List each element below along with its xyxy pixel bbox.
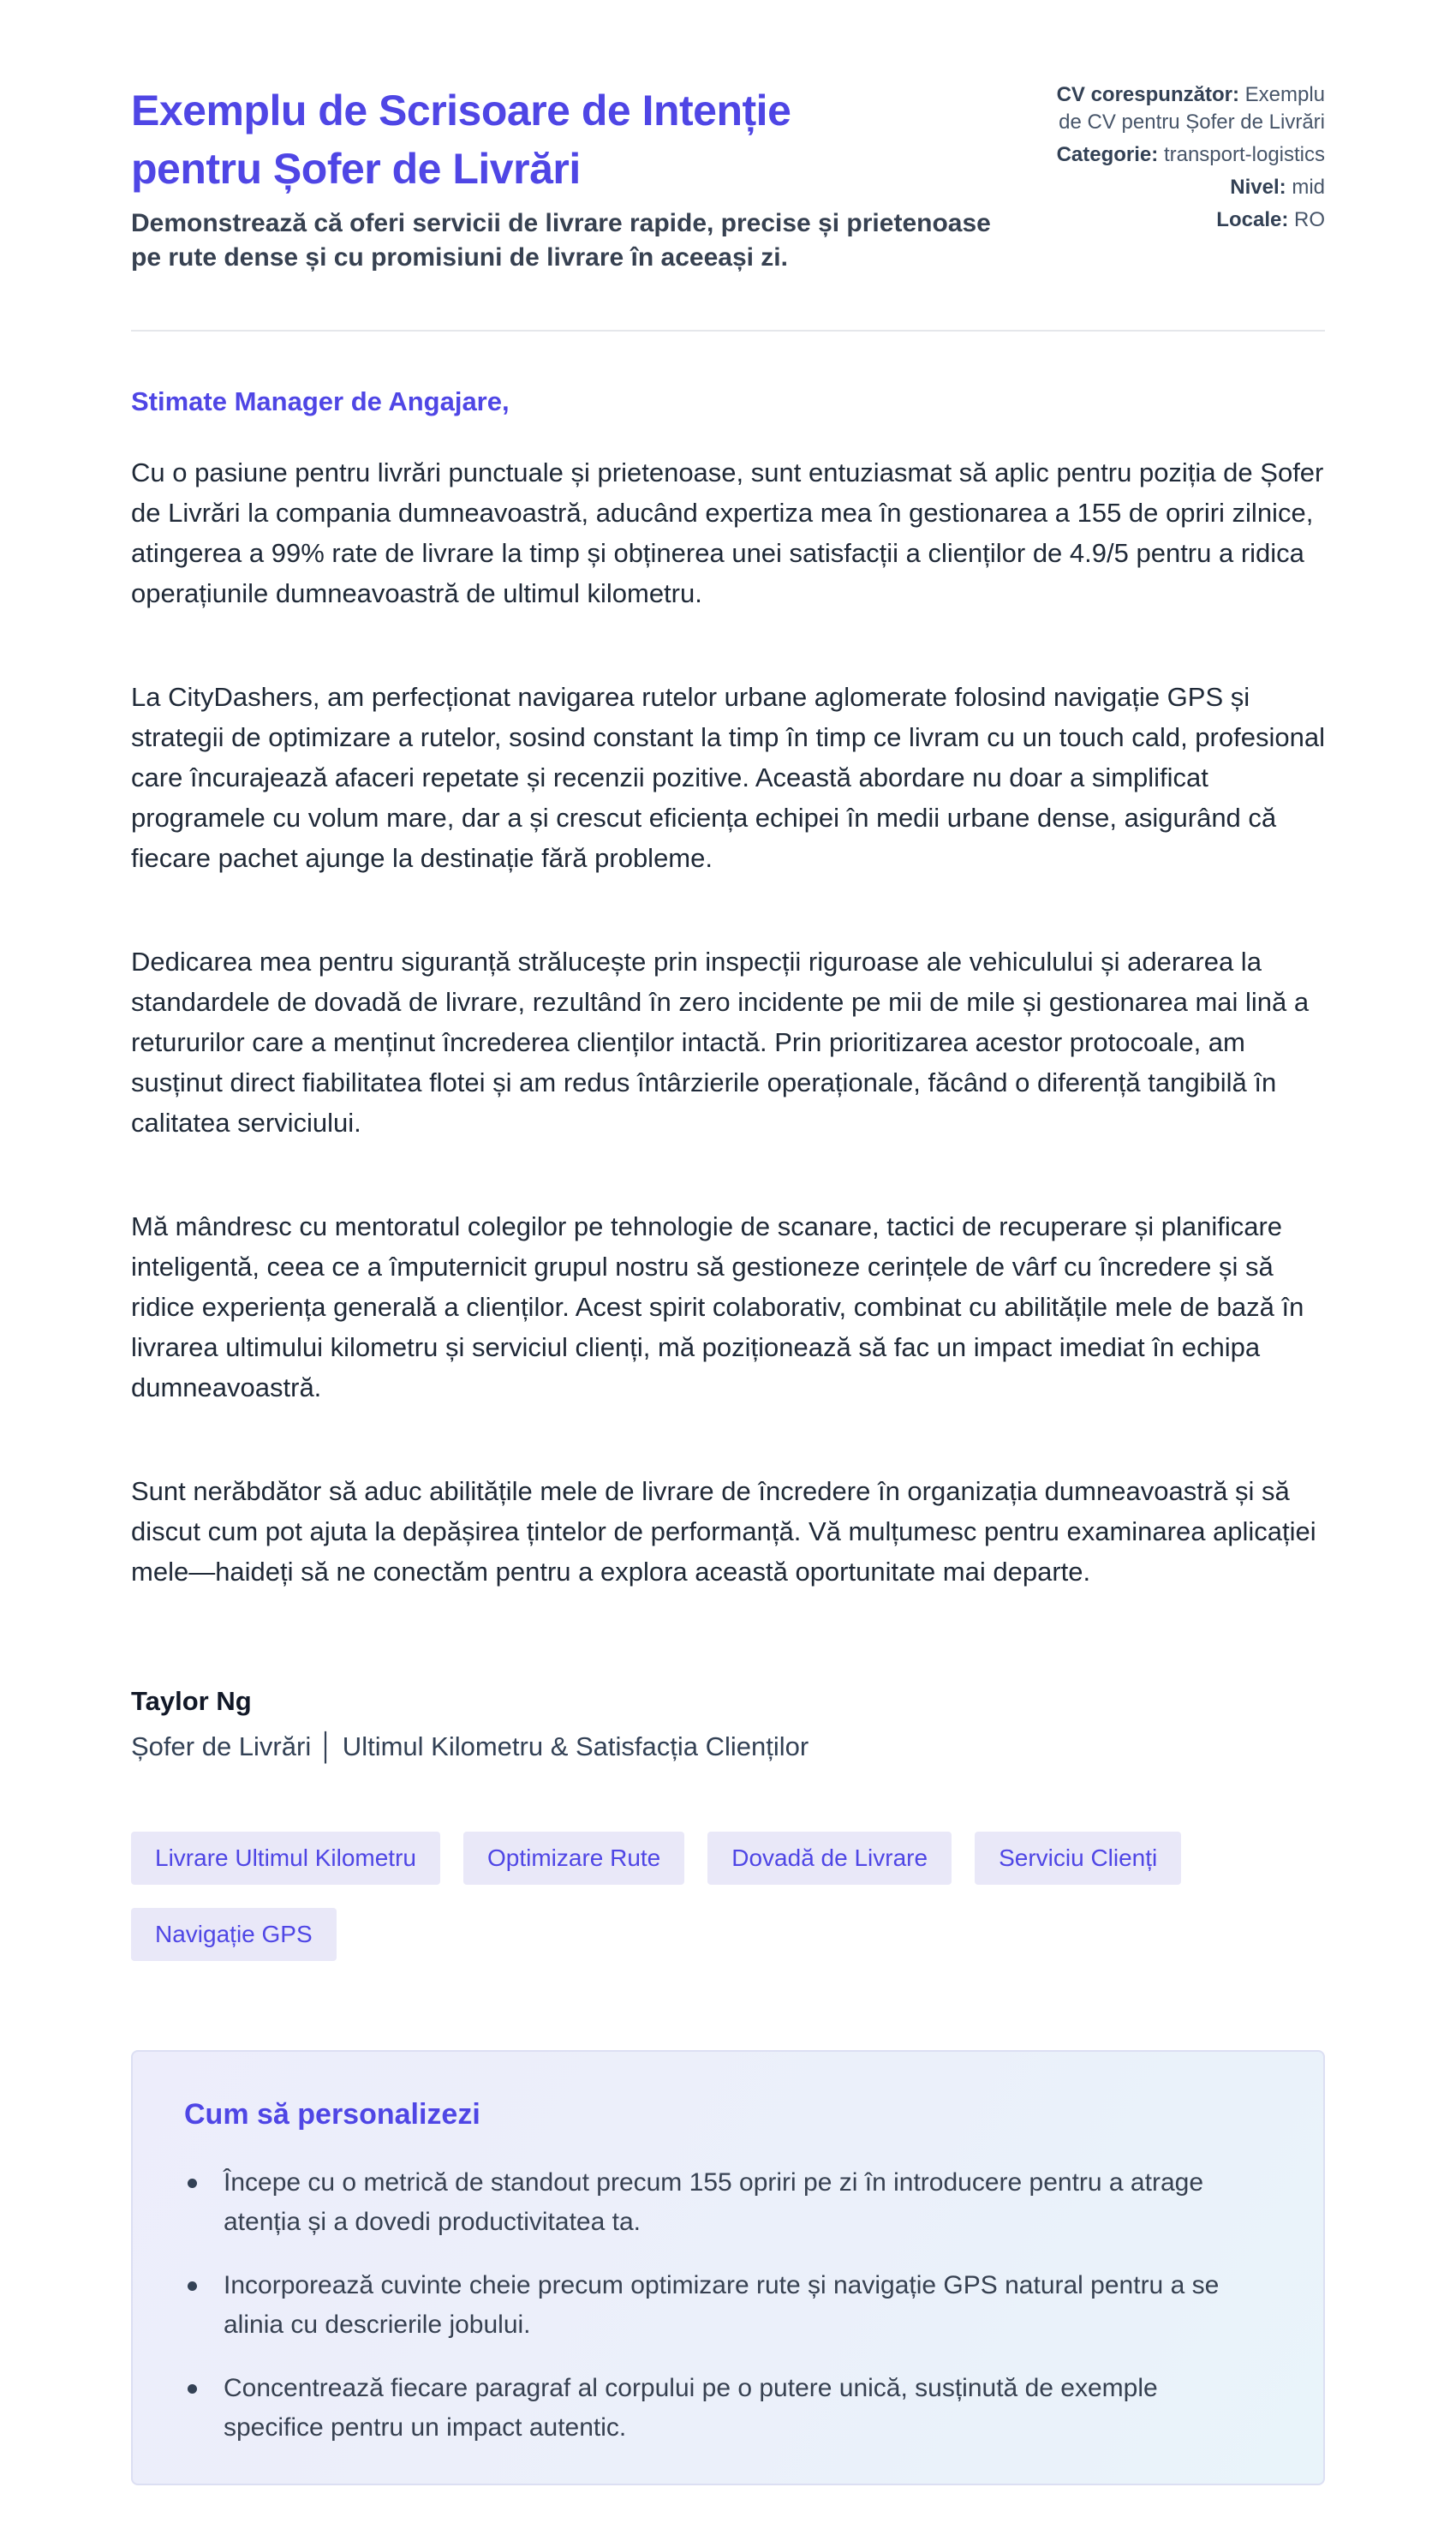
meta-block [1053, 81, 1325, 239]
meta-label: CV corespunzător: [1056, 83, 1239, 106]
letter-paragraph: Mă mândresc cu mentoratul colegilor pe tehnologie de scanare, tactici de recuperare și planificare inteligentă, ceea ce a împuternicit grupul nostru să gestioneze cerințele de vârf cu încredere și să ridice experiența generală a clienților. Acest spirit colaborativ, combinat cu abilitățile mele de bază în livrarea ultimului kilometru și serviciul clienți, mă poziționează să fac un impact imediat în echipa dumneavoastră. [131, 1211, 1304, 1402]
tips-item-text: Concentrează fiecare paragraf al corpului pe o putere unică, susținută de exemple specifice pentru un impact autentic. [224, 2374, 1158, 2442]
meta-value: Exemplu de CV pentru Șofer de Livrări [1059, 83, 1325, 134]
tag-chip-customer-service[interactable]: Serviciu Clienți [975, 1832, 1181, 1885]
letter-paragraph: Sunt nerăbdător să aduc abilitățile mele de livrare de încredere în organizația dumneavoastră și să discut cum pot ajuta la depășirea țintelor de performanță. Vă mulțumesc pentru examinarea aplicației mele—haideți să ne conectăm pentru a explora această oportunitate mai departe. [131, 1476, 1316, 1587]
tips-item-text: Incorporează cuvinte cheie precum optimizare rute și navigație GPS natural pentru a se alinia cu descrierile jobului. [224, 2271, 1220, 2339]
tips-list [184, 2163, 1272, 2448]
tag-chip-gps-navigation[interactable]: Navigație GPS [131, 1908, 337, 1961]
header [131, 81, 1325, 275]
tag-chip-route-optimization[interactable]: Optimizare Rute [463, 1832, 684, 1885]
tips-item-text: Începe cu o metrică de standout precum 155 opriri pe zi în introducere pentru a atrage atenția și a dovedi productivitatea ta. [224, 2168, 1203, 2236]
tag-chip-last-mile[interactable]: Livrare Ultimul Kilometru [131, 1832, 440, 1885]
signature-name: Taylor Ng [131, 1686, 252, 1716]
tips-list-item [184, 2266, 1255, 2345]
tips-list-item [184, 2369, 1255, 2448]
tips-panel [131, 2050, 1325, 2485]
signature-role: Șofer de Livrări │ Ultimul Kilometru & Satisfacția Clienților [131, 1731, 809, 1761]
letter-body [131, 381, 1325, 1767]
tips-list-item [184, 2163, 1255, 2242]
meta-matching-cv [1053, 81, 1325, 136]
page-subtitle: Demonstrează că oferi servicii de livrare rapide, precise și prietenoase pe rute dense și cu promisiuni de livrare în aceeași zi. [131, 209, 991, 272]
letter-paragraph: Dedicarea mea pentru siguranță strălucește prin inspecții riguroase ale vehiculului și aderarea la standardele de dovadă de livrare, rezultând în zero incidente pe mii de mile și gestionarea mai lină a retururilor care a menținut încrederea clienților intactă. Prin prioritizarea acestor protocoale, am susținut direct fiabilitatea flotei și am redus întârzierile operaționale, făcând o diferență tangibilă în calitatea serviciului. [131, 947, 1310, 1138]
tag-chip-row [131, 1832, 1325, 1961]
meta-locale [1053, 206, 1325, 234]
tips-panel-title: Cum să personalizezi [184, 2098, 480, 2131]
meta-label: Locale: [1216, 208, 1289, 231]
letter-paragraph: Cu o pasiune pentru livrări punctuale și prietenoase, sunt entuziasmat să aplic pentru poziția de Șofer de Livrări la compania dumneavoastră, aducând expertiza mea în gestionarea a 155 de opriri zilnice, atingerea a 99% rate de livrare la timp și obținerea unei satisfacții a clienților de 4.9/5 pentru a ridica operațiunile dumneavoastră de ultimul kilometru. [131, 457, 1324, 608]
meta-value: mid [1292, 176, 1325, 199]
title-block [131, 81, 1018, 275]
meta-value: transport-logistics [1163, 143, 1325, 166]
meta-label: Categorie: [1056, 143, 1159, 166]
bullet-dot-icon [188, 2179, 197, 2188]
bullet-dot-icon [188, 2384, 197, 2394]
meta-value: RO [1294, 208, 1325, 231]
letter-paragraph: La CityDashers, am perfecționat navigarea rutelor urbane aglomerate folosind navigație GPS și strategii de optimizare a rutelor, sosind constant la timp în timp ce livram cu un touch cald, profesional care încurajează afaceri repetate și recenzii pozitive. Această abordare nu doar a simplificat programele cu volum mare, dar a și crescut eficiența echipei în medii urbane dense, asigurând că fiecare pachet ajunge la destinație fără probleme. [131, 682, 1325, 873]
meta-label: Nivel: [1230, 176, 1286, 199]
bullet-dot-icon [188, 2281, 197, 2291]
header-divider [131, 330, 1325, 332]
meta-category [1053, 141, 1325, 169]
meta-level [1053, 174, 1325, 201]
page-title: Exemplu de Scrisoare de Intenție pentru Șofer de Livrări [131, 87, 791, 193]
letter-greeting: Stimate Manager de Angajare, [131, 386, 510, 416]
tag-chip-proof-of-delivery[interactable]: Dovadă de Livrare [707, 1832, 952, 1885]
